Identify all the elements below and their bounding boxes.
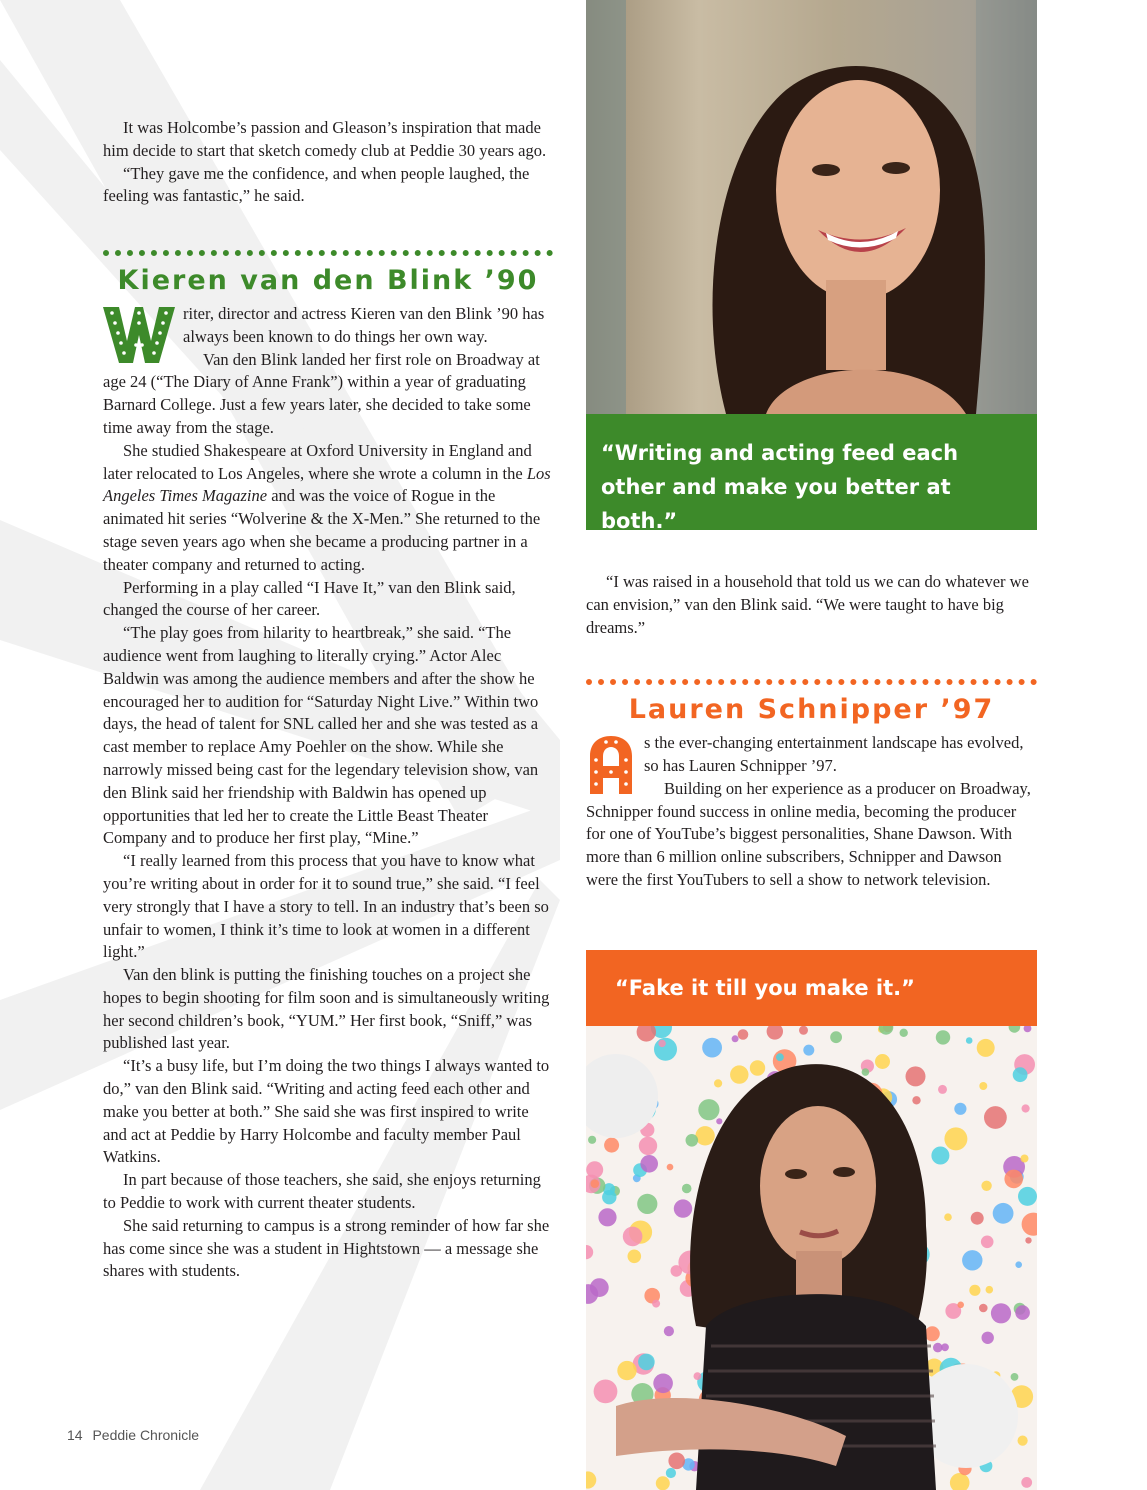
body-paragraph: She studied Shakespeare at Oxford University in England and later relocated to Los Angeles, where she wrote a column in the Los Angeles Times Magazine and was the voice of Rogue in the animated hit series “Wolverine & the X-Men.” She returned to the stage seven years ago when she became a producing partner in a theater company and returned to acting.: [103, 440, 551, 574]
section-heading: Lauren Schnipper ’97: [628, 694, 995, 726]
polka-dot: [1011, 1373, 1019, 1381]
polka-dot: [1021, 1155, 1029, 1163]
polka-dot: [1022, 1104, 1030, 1112]
pull-quote-text: “Fake it till you make it.”: [615, 976, 915, 1000]
polka-dot: [628, 1250, 642, 1264]
polka-dot: [830, 1031, 842, 1043]
polka-dot: [954, 1103, 966, 1115]
polka-dot: [799, 1026, 808, 1035]
polka-dot: [702, 1038, 722, 1058]
publication-name: Peddie Chronicle: [92, 1427, 200, 1443]
polka-dot: [776, 1053, 784, 1061]
right-column-text: [586, 571, 1037, 892]
body-paragraph: Van den blink is putting the finishing touches on a project she hopes to begin shooting for film soon and is simultaneously writing her second children’s book, “YUM.” Her first book, “Sniff,” was published last year.: [103, 965, 550, 1053]
polka-dot: [1004, 1170, 1023, 1189]
pull-quote-lauren: [586, 950, 1037, 1026]
polka-dot: [694, 1372, 702, 1380]
polka-dot: [925, 1326, 940, 1341]
body-paragraph: Van den Blink landed her first role on Broadway at age 24 (“The Diary of Anne Frank”) within a year of graduating Barnard College. Just a few years later, she decided to take some time away from the stage.: [103, 349, 540, 437]
polka-dot: [1013, 1067, 1028, 1082]
polka-dot: [667, 1164, 674, 1171]
polka-dot: [931, 1147, 949, 1165]
polka-dot: [957, 1302, 964, 1309]
polka-dot: [982, 1332, 994, 1344]
publication-title: Los Angeles Times Magazine: [103, 463, 551, 506]
body-paragraph: She said returning to campus is a strong reminder of how far she has come since she was a student in Hightstown — a message she shares with students.: [103, 1215, 550, 1281]
body-paragraph: “The play goes from hilarity to heartbreak,” she said. “The audience went from laughing to literally crying.” Actor Alec Baldwin was among the audience members and after the show he encouraged her to audition for “Saturday Night Live.” Within two days, the head of talent for SNL called her and she was tested as a cast member to replace Amy Poehler on the show. While she narrowly missed being cast for the legendary television show, van den Blink said her friendship with Baldwin has opened up opportunities that led her to create the Little Beast Theater Company and to produce her first play, “Mine.”: [103, 623, 539, 848]
photo-kieren: [586, 0, 1037, 414]
polka-dot: [981, 1236, 994, 1249]
drop-cap-a: [586, 734, 636, 794]
polka-dot: [738, 1029, 749, 1040]
polka-dot: [906, 1066, 926, 1086]
polka-dot: [1021, 1477, 1032, 1488]
polka-dot: [674, 1199, 692, 1217]
polka-dot: [750, 1060, 765, 1075]
polka-dot: [986, 1286, 994, 1294]
page-number: 14: [67, 1427, 83, 1443]
polka-dot: [938, 1085, 947, 1094]
pull-quote-text: “Writing and acting feed each other and make you better at both.”: [601, 441, 959, 533]
polka-dot: [668, 1453, 685, 1470]
polka-dot: [966, 1037, 973, 1044]
pull-quote-kieren: [586, 414, 1037, 533]
photo-lauren: [586, 1026, 1037, 1490]
polka-dot: [1025, 1237, 1031, 1243]
intro-paragraph: “They gave me the confidence, and when people laughed, the feeling was fantastic,” he said.: [103, 163, 530, 206]
polka-dot: [639, 1137, 657, 1155]
polka-dot: [979, 1304, 988, 1313]
polka-dot: [900, 1029, 908, 1037]
polka-dot: [695, 1126, 714, 1145]
polka-dot: [658, 1040, 665, 1047]
polka-dot: [991, 1303, 1011, 1323]
polka-dot: [640, 1155, 658, 1173]
polka-dot: [1018, 1436, 1028, 1446]
body-paragraph: “I really learned from this process that you have to know what you’re writing about in order for it to sound true,” she said. “I feel very strongly that I have a story to tell. In an industry that’s been so unfair to women, I think it’s time to look at women in a different light.”: [103, 851, 549, 962]
continued-paragraph: “I was raised in a household that told us we can do whatever we can envision,” van den Blink said. “We were taught to have big dreams.”: [586, 572, 1029, 637]
polka-dot: [686, 1134, 699, 1147]
polka-dot: [993, 1203, 1014, 1224]
polka-dot: [977, 1039, 995, 1057]
polka-dot: [944, 1213, 952, 1221]
body-paragraph: “It’s a busy life, but I’m doing the two things I always wanted to do,” van den Blink said. “Writing and acting feed each other and make you better at both.” She said she was first inspired to write and act at Peddie by Harry Holcombe and faculty member Paul Watkins.: [103, 1056, 550, 1167]
polka-dot: [1018, 1187, 1037, 1206]
polka-dot: [716, 1118, 722, 1124]
polka-dot: [682, 1184, 692, 1194]
polka-dot: [664, 1326, 674, 1336]
page-footer: [67, 1427, 205, 1443]
body-paragraph: In part because of those teachers, she said, she enjoys returning to Peddie to work with current theater students.: [103, 1170, 541, 1213]
polka-dot: [617, 1361, 636, 1380]
polka-dot: [637, 1194, 657, 1214]
left-column: [103, 117, 553, 1283]
lead-paragraph: riter, director and actress Kieren van den Blink ’90 has always been known to do things her own way.: [183, 303, 545, 346]
polka-dot: [591, 1179, 600, 1188]
body-paragraph: Building on her experience as a producer on Broadway, Schnipper found success in online media, becoming the producer for one of YouTube’s biggest personalities, Shane Dawson. With more than 6 million online subscribers, Schnipper and Dawson were the first YouTubers to sell a show to network television.: [586, 778, 1031, 889]
polka-dot: [969, 1285, 980, 1296]
polka-dot: [962, 1250, 982, 1270]
polka-dot: [732, 1035, 739, 1042]
polka-dot: [936, 1030, 950, 1044]
polka-dot: [594, 1380, 618, 1404]
polka-dot: [698, 1099, 719, 1120]
polka-dot: [714, 1079, 722, 1087]
polka-dot: [984, 1106, 1007, 1129]
polka-dot: [862, 1068, 870, 1076]
polka-dot: [623, 1227, 643, 1247]
polka-dot: [654, 1038, 677, 1061]
polka-dot: [666, 1468, 676, 1478]
drop-cap-w: [103, 305, 175, 365]
polka-dot: [1015, 1305, 1030, 1320]
polka-dot: [653, 1374, 673, 1394]
body-paragraph: Performing in a play called “I Have It,” van den Blink said, changed the course of her career.: [103, 577, 516, 620]
polka-dot: [979, 1082, 987, 1090]
lead-paragraph: s the ever-changing entertainment landscape has evolved, so has Lauren Schnipper ’97.: [644, 733, 1024, 775]
polka-dot: [638, 1354, 655, 1371]
polka-dot: [730, 1065, 748, 1083]
polka-dot: [652, 1300, 660, 1308]
polka-dot: [656, 1476, 670, 1490]
polka-dot: [971, 1212, 984, 1225]
section-heading: Kieren van den Blink ’90: [117, 265, 539, 297]
polka-dot: [912, 1096, 920, 1104]
polka-dot: [1015, 1261, 1022, 1268]
polka-dot: [588, 1136, 596, 1144]
polka-dot: [604, 1138, 619, 1153]
polka-dot: [803, 1045, 814, 1056]
polka-dot: [941, 1343, 949, 1351]
polka-dot: [875, 1054, 890, 1069]
intro-paragraph: It was Holcombe’s passion and Gleason’s inspiration that made him decide to start that sketch comedy club at Peddie 30 years ago.: [103, 118, 547, 160]
polka-dot: [598, 1208, 616, 1226]
polka-dot: [981, 1181, 991, 1191]
polka-dot: [944, 1127, 967, 1150]
